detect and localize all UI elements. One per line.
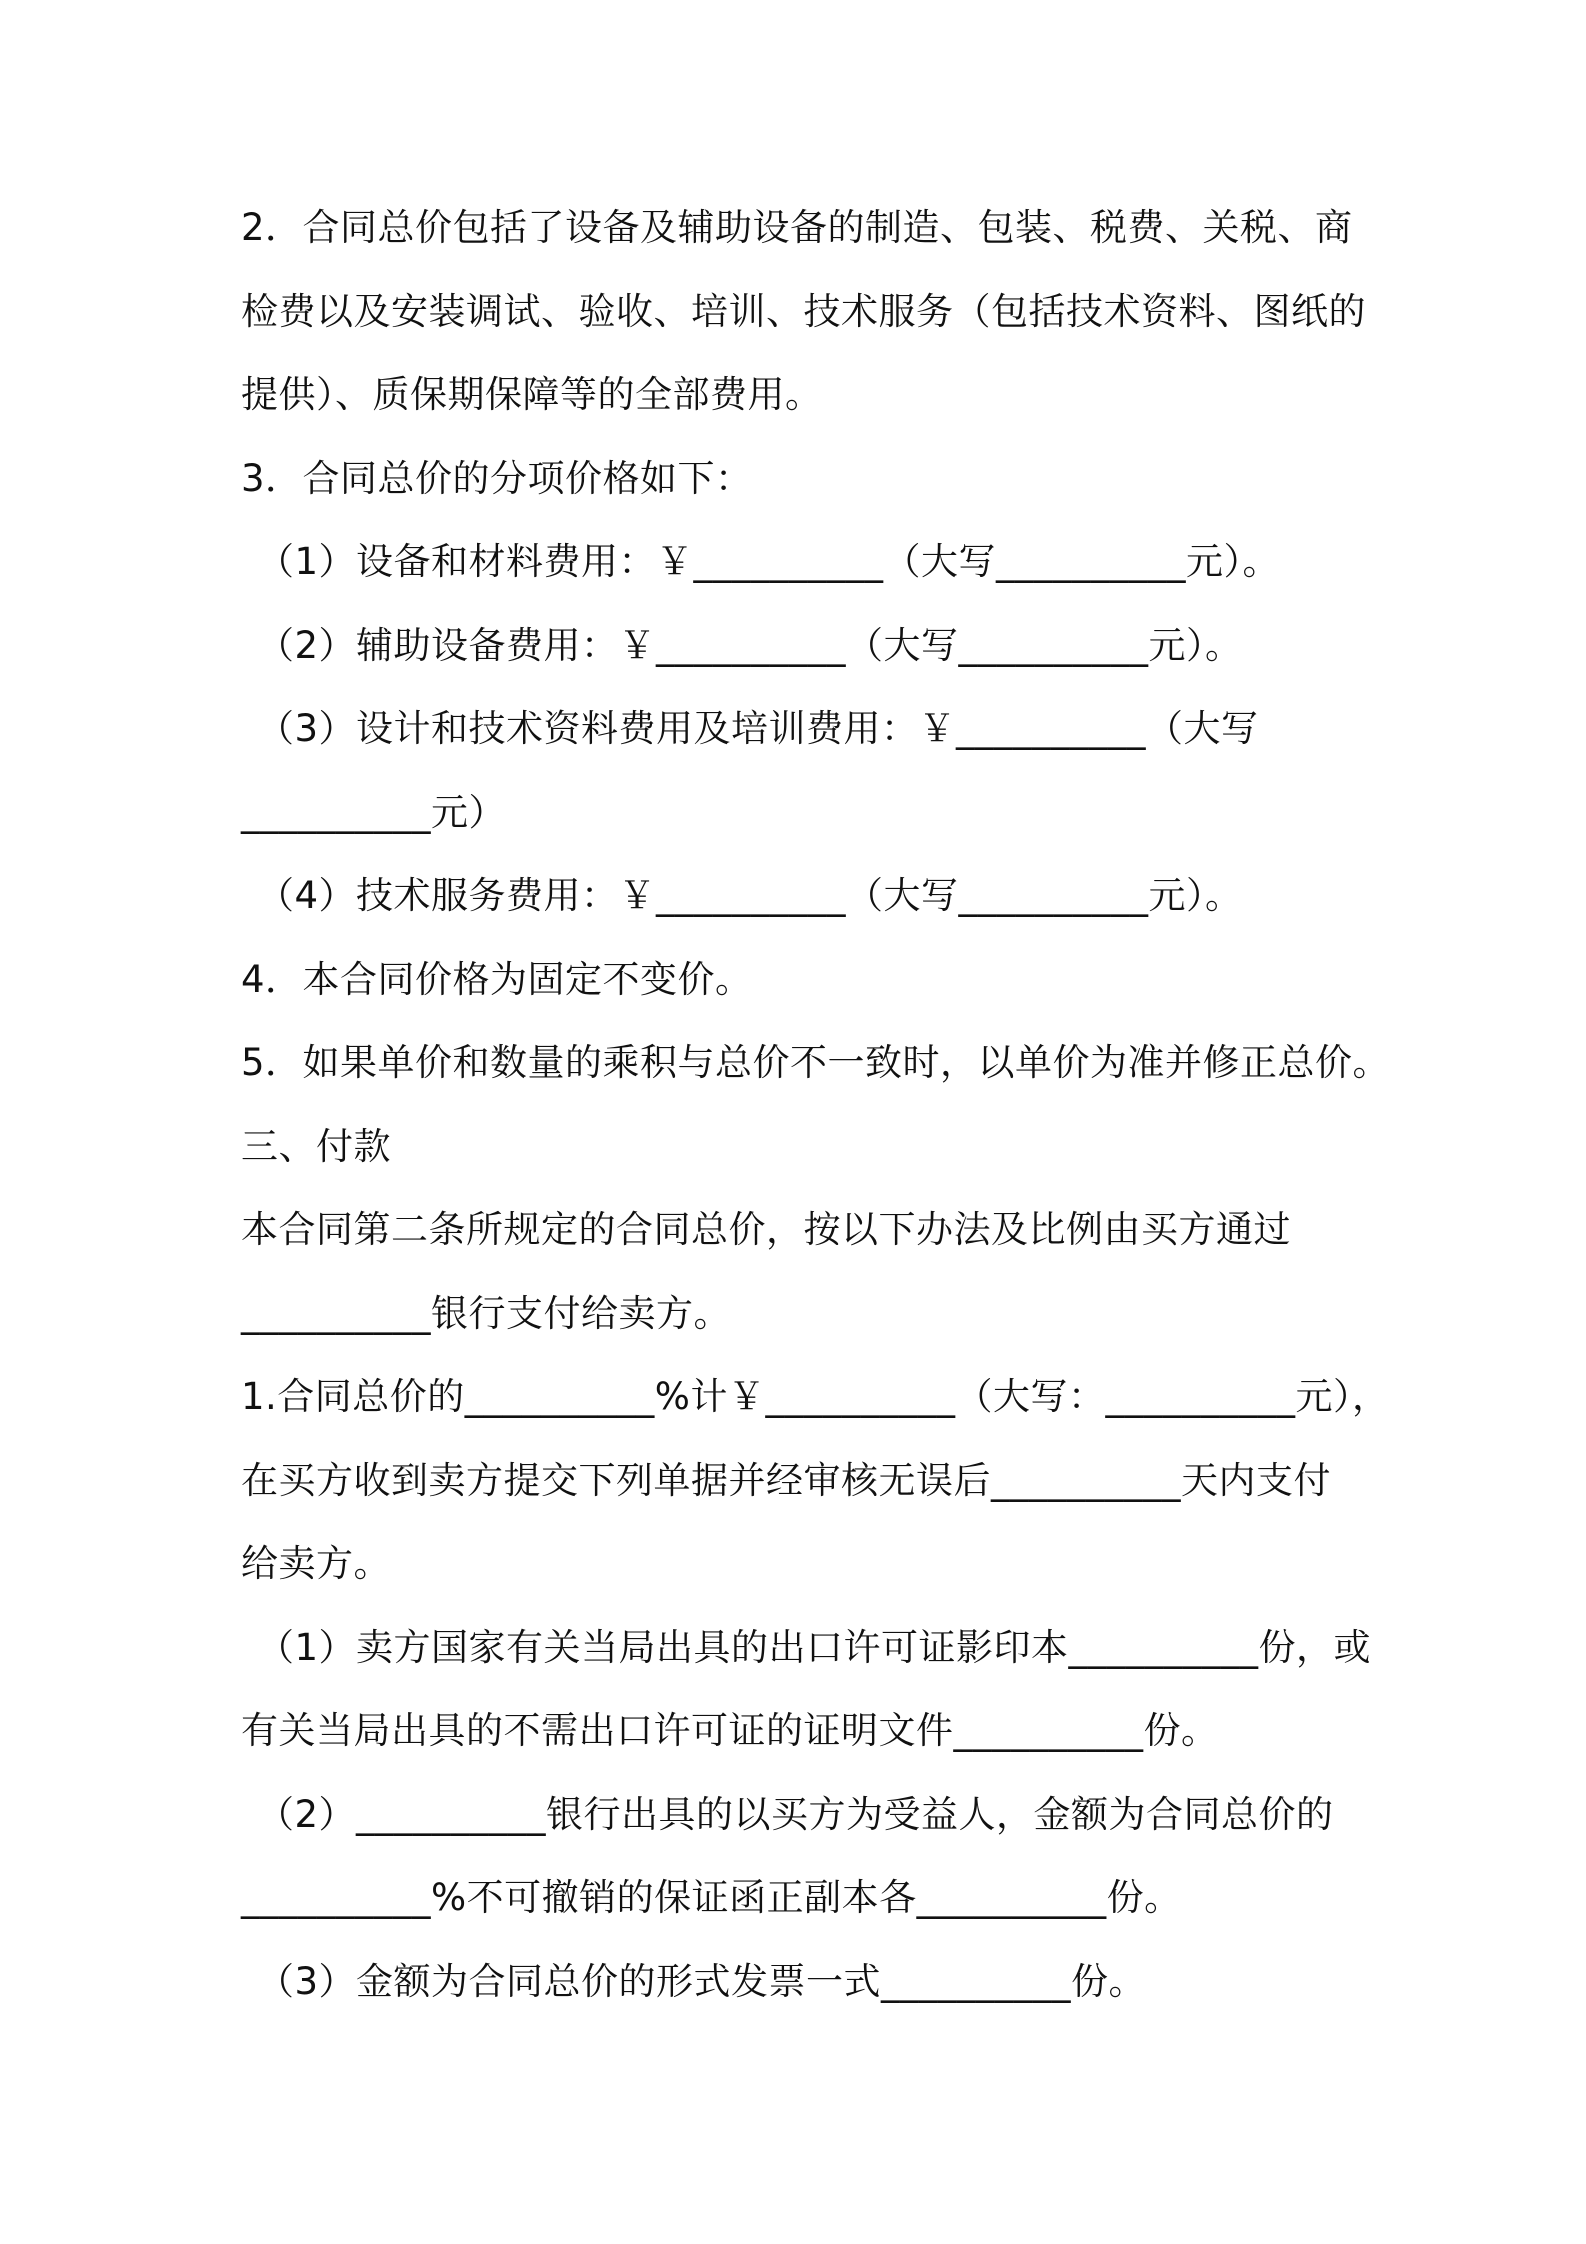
document-body — [241, 198, 1391, 2035]
item-design-training-fee-cont: __________元） — [241, 790, 506, 834]
payment-1-line-1: 1.合同总价的__________%计￥__________（大写：__________元）， — [241, 1375, 1390, 1418]
payment-1-line-2: 在买方收到卖方提交下列单据并经审核无误后__________天内支付 — [241, 1458, 1331, 1502]
clause-2-line-2: 检费以及安装调试、验收、培训、技术服务（包括技术资料、图纸的 — [241, 289, 1366, 333]
document-1-line-2: 有关当局出具的不需出口许可证的证明文件__________份。 — [241, 1709, 1219, 1752]
item-design-training-fee: （3）设计和技术资料费用及培训费用：￥__________（大写 — [257, 707, 1259, 750]
clause-3-heading: 3．合同总价的分项价格如下： — [241, 456, 753, 500]
clause-4: 4．本合同价格为固定不变价。 — [241, 957, 753, 1001]
section-3-heading: 三、付款 — [241, 1124, 391, 1168]
item-auxiliary-equipment-fee: （2）辅助设备费用：￥__________（大写__________元）。 — [257, 623, 1243, 667]
payment-intro-line-2: __________银行支付给卖方。 — [241, 1291, 731, 1335]
payment-1-line-3: 给卖方。 — [241, 1542, 391, 1585]
clause-2-line-3: 提供）、质保期保障等的全部费用。 — [241, 373, 823, 416]
item-equipment-materials-fee: （1）设备和材料费用：￥__________（大写__________元）。 — [257, 540, 1281, 583]
payment-intro-line-1: 本合同第二条所规定的合同总价，按以下办法及比例由买方通过 — [241, 1208, 1291, 1251]
document-2-line-2: __________%不可撤销的保证函正副本各__________份。 — [241, 1876, 1182, 1919]
clause-2-line-1: 2．合同总价包括了设备及辅助设备的制造、包装、税费、关税、商 — [241, 206, 1353, 249]
document-2-line-1: （2）__________银行出具的以买方为受益人，金额为合同总价的 — [257, 1792, 1334, 1836]
document-1-line-1: （1）卖方国家有关当局出具的出口许可证影印本__________份，或 — [257, 1625, 1372, 1669]
document-3: （3）金额为合同总价的形式发票一式__________份。 — [257, 1959, 1147, 2003]
item-technical-service-fee: （4）技术服务费用：￥__________（大写__________元）。 — [257, 874, 1243, 917]
clause-5: 5．如果单价和数量的乘积与总价不一致时，以单价为准并修正总价。 — [241, 1041, 1391, 1084]
